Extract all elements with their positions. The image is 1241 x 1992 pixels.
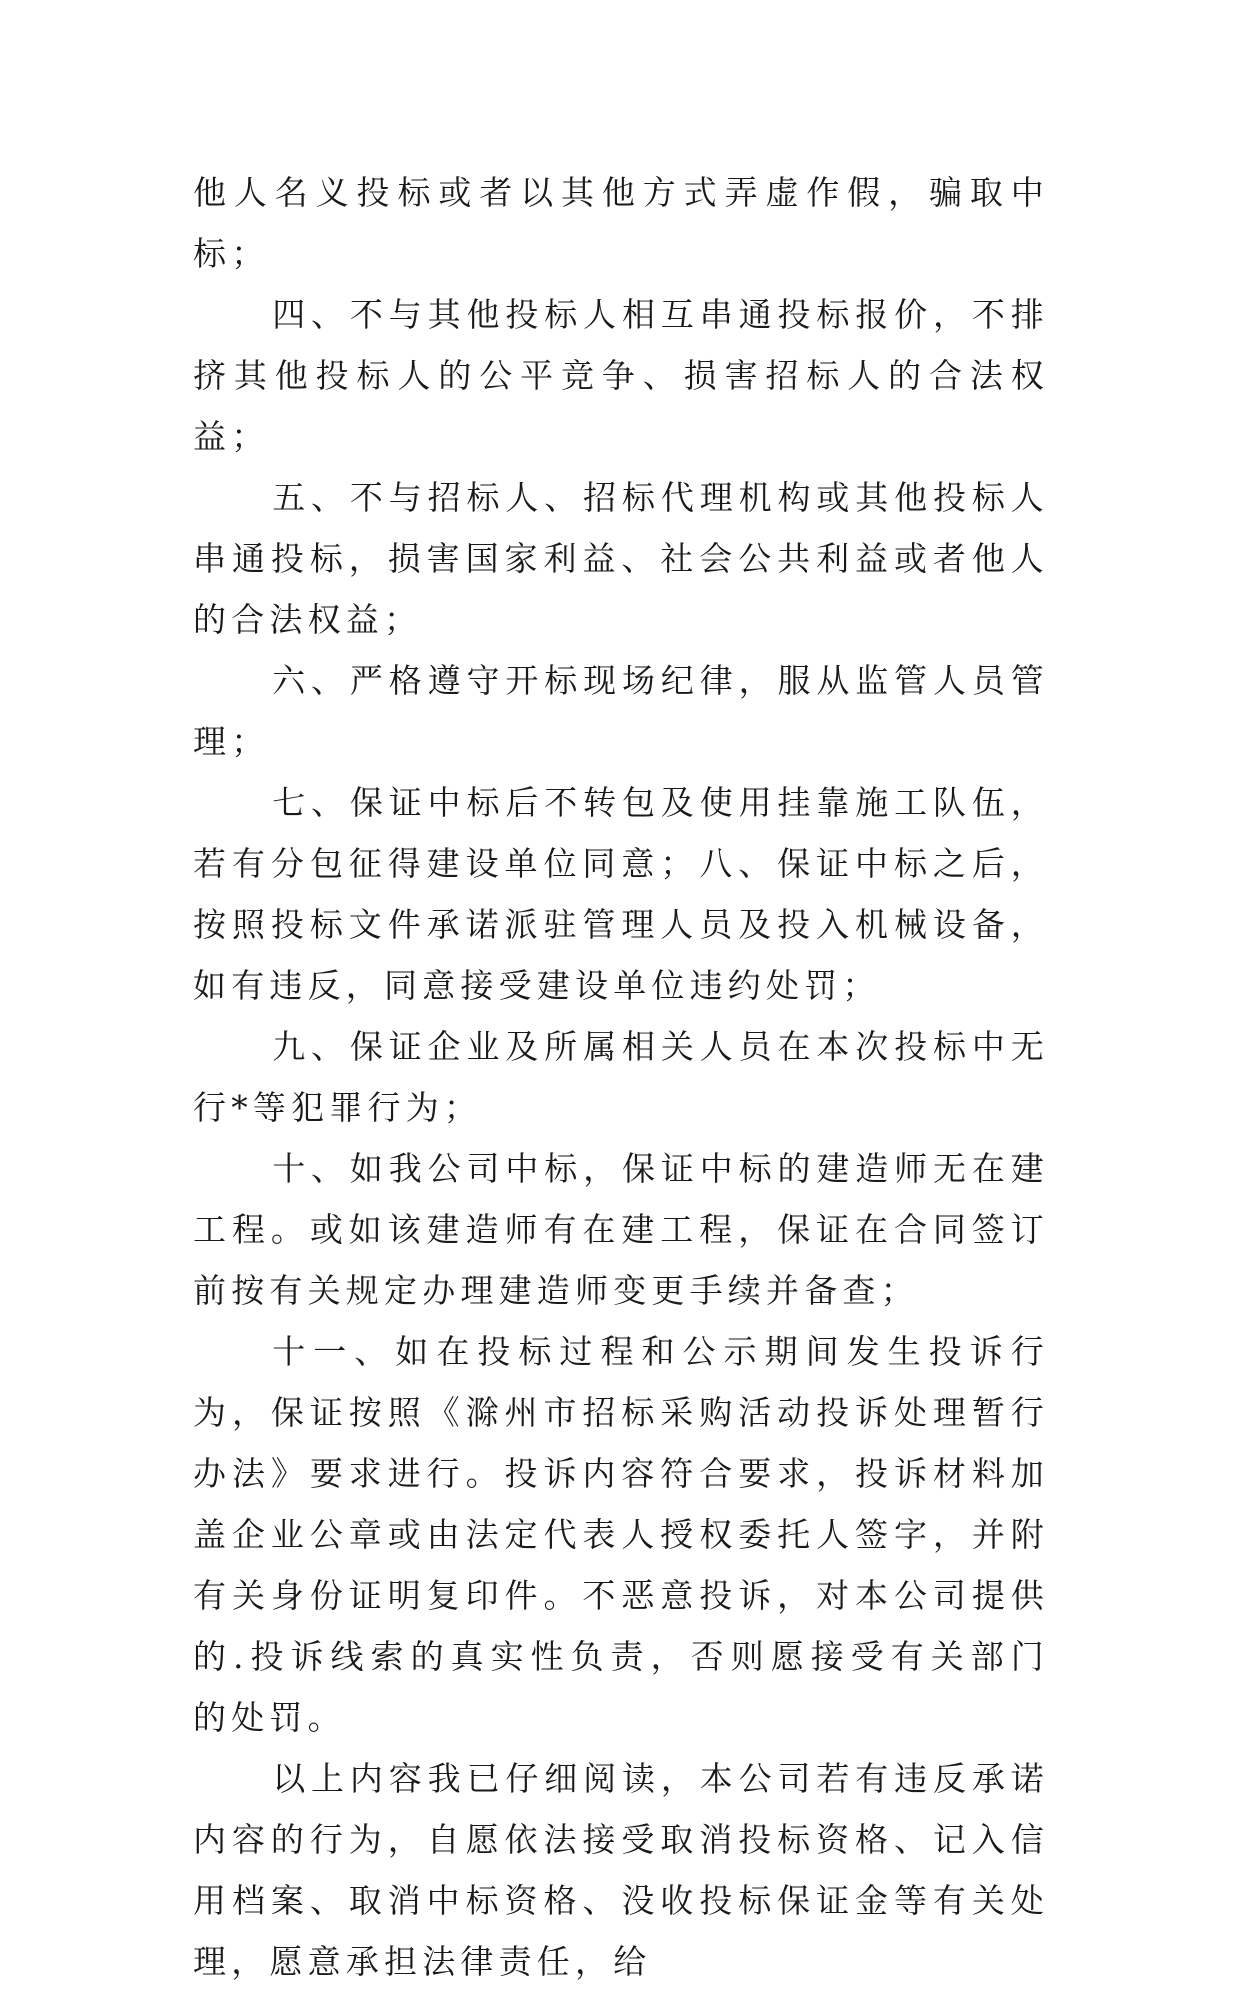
paragraph-closing: 以上内容我已仔细阅读，本公司若有违反承诺内容的行为，自愿依法接受取消投标资格、记入信用档案、取消中标资格、没收投标保证金等有关处理，愿意承担法律责任，给 [193, 1759, 1049, 1981]
paragraph-item-4: 四、不与其他投标人相互串通投标报价，不排挤其他投标人的公平竞争、损害招标人的合法权益； [193, 295, 1049, 456]
paragraph-item-11: 十一、如在投标过程和公示期间发生投诉行为，保证按照《滁州市招标采购活动投诉处理暂行办法》要求进行。投诉内容符合要求，投诉材料加盖企业公章或由法定代表人授权委托人签字，并附有关身份证明复印件。不恶意投诉，对本公司提供的.投诉线索的真实性负责，否则愿接受有关部门的处罚。 [193, 1332, 1049, 1737]
paragraph-item-9: 九、保证企业及所属相关人员在本次投标中无行*等犯罪行为； [193, 1027, 1049, 1127]
paragraph-item-10: 十、如我公司中标，保证中标的建造师无在建工程。或如该建造师有在建工程，保证在合同签订前按有关规定办理建造师变更手续并备查； [193, 1149, 1049, 1310]
paragraph-continuation: 他人名义投标或者以其他方式弄虚作假，骗取中标； [193, 173, 1049, 273]
paragraph-item-6: 六、严格遵守开标现场纪律，服从监管人员管理； [193, 661, 1049, 761]
document-body [193, 162, 1049, 1992]
paragraph-item-5: 五、不与招标人、招标代理机构或其他投标人串通投标，损害国家利益、社会公共利益或者他人的合法权益； [193, 478, 1049, 639]
paragraph-item-7-8: 七、保证中标后不转包及使用挂靠施工队伍，若有分包征得建设单位同意；八、保证中标之后，按照投标文件承诺派驻管理人员及投入机械设备，如有违反，同意接受建设单位违约处罚； [193, 783, 1049, 1005]
